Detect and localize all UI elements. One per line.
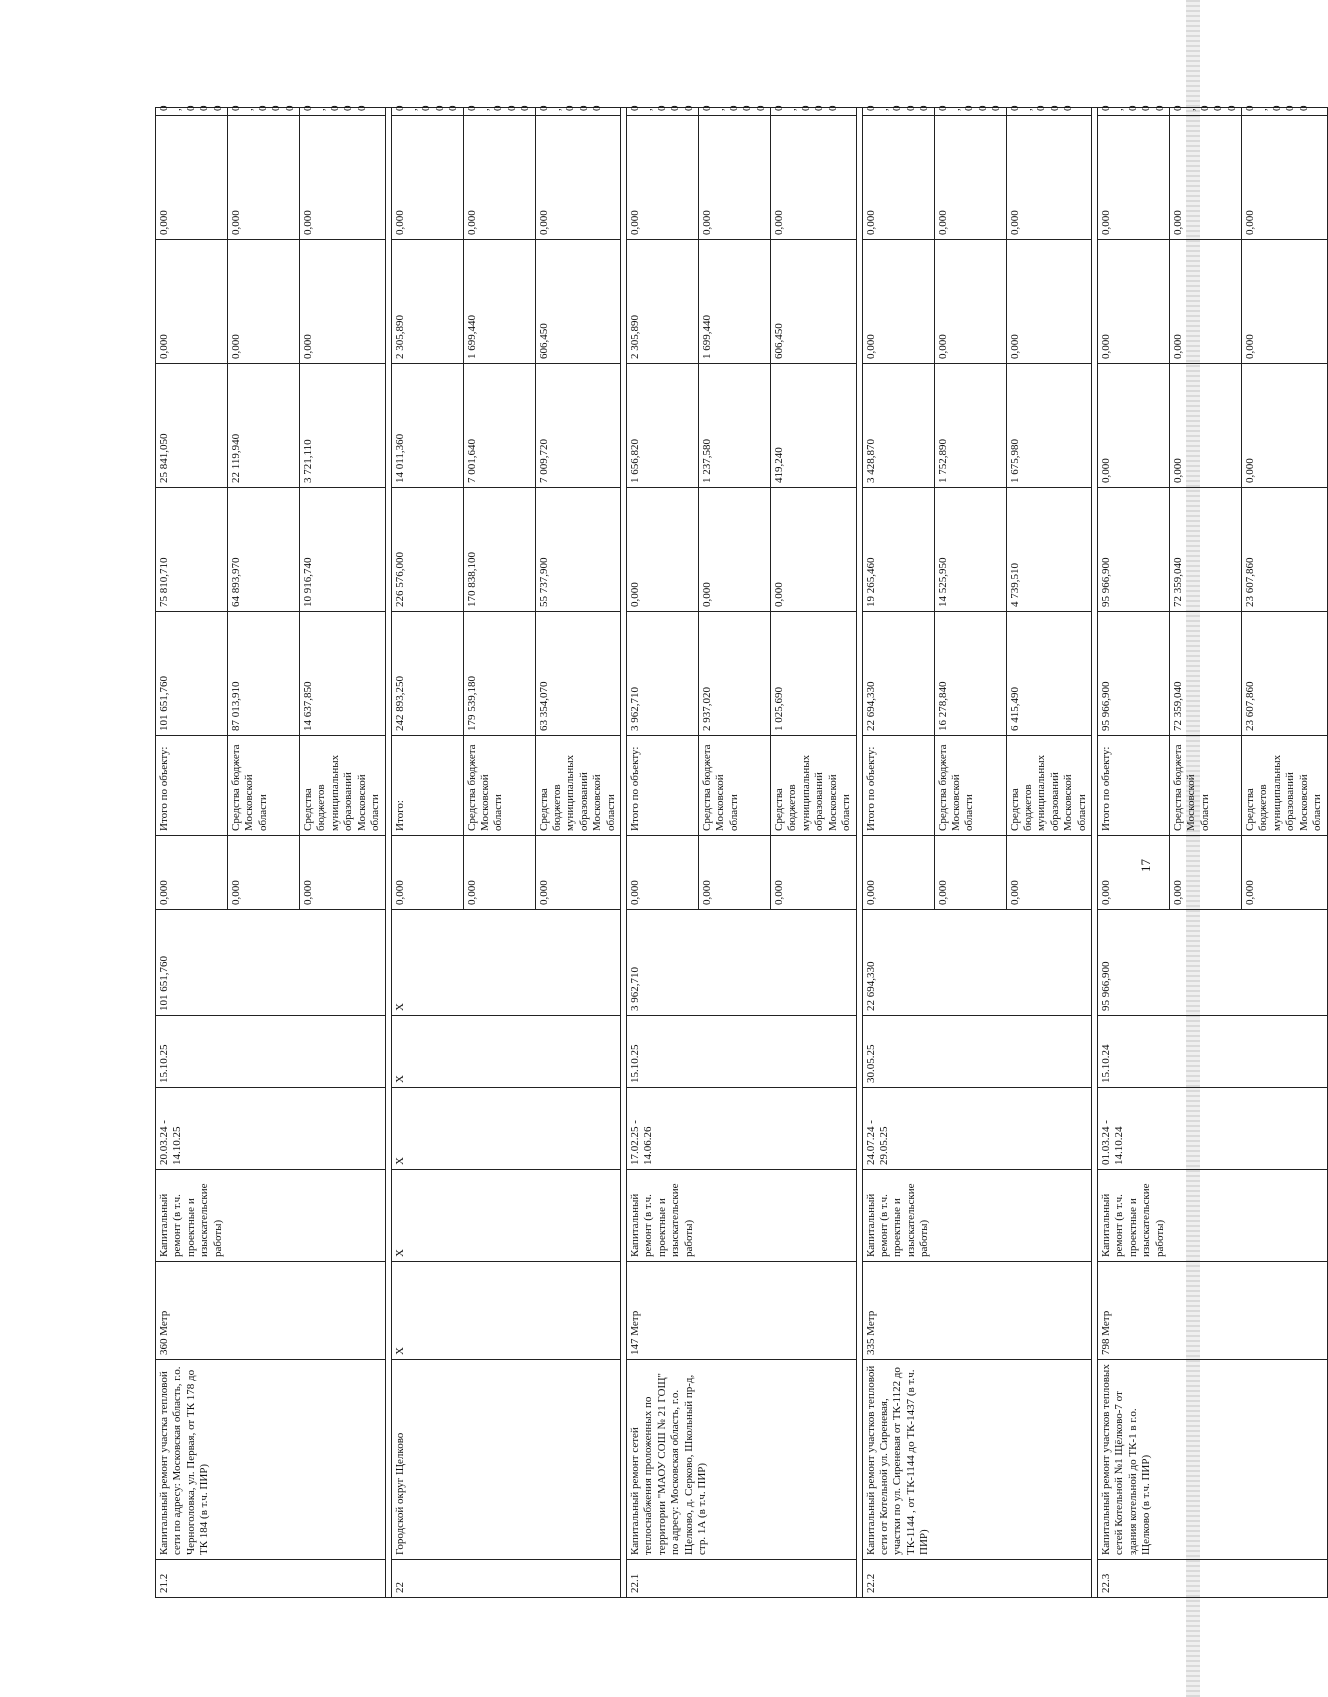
object-name-cell: Капитальный ремонт сетей теплоснабжения проложенных по территории "МАОУ СОШ № 21 ГОЩ" по адресу: Московская область, г.о. Щелково, д. Серково, Школьный пр-д, стр. 1А (в т.ч. ПИР) [627, 1360, 857, 1560]
amount-cell: 0,000 [1098, 108, 1170, 116]
amount-cell: 0,000 [1170, 108, 1242, 116]
amount-cell: 87 013,910 [228, 612, 300, 736]
amount-cell: 170 838,100 [463, 488, 535, 612]
amount-cell: 0,000 [1170, 364, 1242, 488]
work-type-cell: Капитальный ремонт (в т.ч. проектные и изыскательские работы) [1098, 1170, 1328, 1262]
funding-source-cell: Средства бюджета Московской области [1170, 736, 1242, 836]
amount-cell: 3 428,870 [862, 364, 934, 488]
funding-source-cell: Средства бюджетов муниципальных образований Московской области [300, 736, 385, 836]
amount-cell: 95 966,900 [1098, 488, 1170, 612]
amount-cell: 0,000 [934, 108, 1006, 116]
estimated-cost-cell: X [391, 910, 621, 1016]
row-number-cell: 21.2 [156, 1560, 386, 1598]
commissioning-date-cell: 15.10.25 [627, 1016, 857, 1088]
amount-cell: 23 607,860 [1242, 488, 1327, 612]
amount-cell: 0,000 [463, 116, 535, 240]
amount-cell: 242 893,250 [391, 612, 463, 736]
amount-cell: 95 966,900 [1098, 612, 1170, 736]
commissioning-date-cell: 15.10.24 [1098, 1016, 1328, 1088]
amount-cell: 0,000 [1242, 364, 1327, 488]
funding-source-cell: Итого по объекту: [1098, 736, 1170, 836]
amount-cell: 1 656,820 [627, 364, 699, 488]
amount-cell: 2 937,020 [699, 612, 771, 736]
amount-cell: 0,000 [862, 116, 934, 240]
estimated-cost-cell: 3 962,710 [627, 910, 857, 1016]
amount-cell: 0,000 [1170, 240, 1242, 364]
amount-cell: 16 278,840 [934, 612, 1006, 736]
object-name-cell: Городской округ Щелково [391, 1360, 621, 1560]
amount-cell: 0,000 [934, 116, 1006, 240]
amount-cell: 0,000 [699, 116, 771, 240]
financed-before-cell: 0,000 [1170, 836, 1242, 910]
amount-cell: 0,000 [156, 108, 228, 116]
amount-cell: 0,000 [1170, 116, 1242, 240]
amount-cell: 1 025,690 [771, 612, 856, 736]
amount-cell: 0,000 [627, 488, 699, 612]
amount-cell: 72 359,040 [1170, 488, 1242, 612]
amount-cell: 0,000 [627, 116, 699, 240]
amount-cell: 226 576,000 [391, 488, 463, 612]
amount-cell: 63 354,070 [535, 612, 620, 736]
financed-before-cell: 0,000 [156, 836, 228, 910]
financed-before-cell: 0,000 [934, 836, 1006, 910]
amount-cell: 0,000 [228, 240, 300, 364]
row-number-cell: 22.2 [862, 1560, 1092, 1598]
amount-cell: 0,000 [1242, 108, 1327, 116]
amount-cell: 0,000 [156, 116, 228, 240]
length-cell: 335 Метр [862, 1262, 1092, 1360]
financed-before-cell: 0,000 [627, 836, 699, 910]
amount-cell: 0,000 [156, 240, 228, 364]
amount-cell: 0,000 [1098, 240, 1170, 364]
amount-cell: 14 525,950 [934, 488, 1006, 612]
amount-cell: 101 651,760 [156, 612, 228, 736]
work-type-cell: Капитальный ремонт (в т.ч. проектные и изыскательские работы) [862, 1170, 1092, 1262]
financed-before-cell: 0,000 [228, 836, 300, 910]
amount-cell: 606,450 [771, 240, 856, 364]
amount-cell: 3 962,710 [627, 612, 699, 736]
financed-before-cell: 0,000 [535, 836, 620, 910]
financed-before-cell: 0,000 [1242, 836, 1327, 910]
amount-cell: 0,000 [1006, 116, 1091, 240]
amount-cell: 1 752,890 [934, 364, 1006, 488]
amount-cell: 0,000 [627, 108, 699, 116]
amount-cell: 22 119,940 [228, 364, 300, 488]
commissioning-date-cell: 15.10.25 [156, 1016, 386, 1088]
amount-cell: 1 699,440 [699, 240, 771, 364]
table-row [862, 108, 934, 1598]
amount-cell: 1 675,980 [1006, 364, 1091, 488]
financed-before-cell: 0,000 [699, 836, 771, 910]
work-type-cell: Капитальный ремонт (в т.ч. проектные и изыскательские работы) [156, 1170, 386, 1262]
amount-cell: 0,000 [1098, 364, 1170, 488]
commissioning-date-cell: 30.05.25 [862, 1016, 1092, 1088]
row-number-cell: 22.3 [1098, 1560, 1328, 1598]
amount-cell: 0,000 [1242, 240, 1327, 364]
amount-cell: 0,000 [228, 116, 300, 240]
amount-cell: 0,000 [300, 116, 385, 240]
amount-cell: 0,000 [771, 108, 856, 116]
work-period-cell: 17.02.25 - 14.06.26 [627, 1088, 857, 1170]
amount-cell: 0,000 [771, 116, 856, 240]
amount-cell: 0,000 [699, 108, 771, 116]
amount-cell: 0,000 [391, 116, 463, 240]
amount-cell: 0,000 [1006, 240, 1091, 364]
estimated-cost-cell: 95 966,900 [1098, 910, 1328, 1016]
financed-before-cell: 0,000 [1098, 836, 1170, 910]
amount-cell: 2 305,890 [391, 240, 463, 364]
amount-cell: 6 415,490 [1006, 612, 1091, 736]
funding-source-cell: Средства бюджетов муниципальных образований Московской области [771, 736, 856, 836]
amount-cell: 1 237,580 [699, 364, 771, 488]
estimated-cost-cell: 22 694,330 [862, 910, 1092, 1016]
amount-cell: 19 265,460 [862, 488, 934, 612]
amount-cell: 0,000 [1006, 108, 1091, 116]
work-period-cell: 01.03.24 - 14.10.24 [1098, 1088, 1328, 1170]
row-number-cell: 22.1 [627, 1560, 857, 1598]
amount-cell: 0,000 [535, 108, 620, 116]
length-cell: 360 Метр [156, 1262, 386, 1360]
length-cell: X [391, 1262, 621, 1360]
financed-before-cell: 0,000 [862, 836, 934, 910]
funding-source-cell: Средства бюджетов муниципальных образований Московской области [535, 736, 620, 836]
funding-source-cell: Итого: [391, 736, 463, 836]
table-row [627, 108, 699, 1598]
work-period-cell: X [391, 1088, 621, 1170]
funding-source-cell: Средства бюджетов муниципальных образований Московской области [1242, 736, 1327, 836]
amount-cell: 0,000 [934, 240, 1006, 364]
funding-source-cell: Средства бюджета Московской области [699, 736, 771, 836]
amount-cell: 4 739,510 [1006, 488, 1091, 612]
object-name-cell: Капитальный ремонт участков тепловых сетей Котельной №1 Щёлково-7 от здания котельной до ТК-1 в г.о. Щелково (в т.ч. ПИР) [1098, 1360, 1328, 1560]
estimated-cost-cell: 101 651,760 [156, 910, 386, 1016]
financed-before-cell: 0,000 [1006, 836, 1091, 910]
amount-cell: 0,000 [391, 108, 463, 116]
work-type-cell: Капитальный ремонт (в т.ч. проектные и изыскательские работы) [627, 1170, 857, 1262]
object-name-cell: Капитальный ремонт участка тепловой сети по адресу: Московская область, г.о. Черноголовка, ул. Первая, от ТК 178 до ТК 184 (в т.ч. ПИР) [156, 1360, 386, 1560]
amount-cell: 64 893,970 [228, 488, 300, 612]
financed-before-cell: 0,000 [391, 836, 463, 910]
rotated-table-sheet [155, 105, 1324, 1598]
work-period-cell: 20.03.24 - 14.10.25 [156, 1088, 386, 1170]
financed-before-cell: 0,000 [771, 836, 856, 910]
amount-cell: 75 810,710 [156, 488, 228, 612]
amount-cell: 0,000 [300, 108, 385, 116]
amount-cell: 0,000 [463, 108, 535, 116]
work-period-cell: 24.07.24 - 29.05.25 [862, 1088, 1092, 1170]
commissioning-date-cell: X [391, 1016, 621, 1088]
amount-cell: 0,000 [771, 488, 856, 612]
amount-cell: 3 721,110 [300, 364, 385, 488]
amount-cell: 7 001,640 [463, 364, 535, 488]
amount-cell: 7 009,720 [535, 364, 620, 488]
amount-cell: 0,000 [699, 488, 771, 612]
amount-cell: 0,000 [228, 108, 300, 116]
funding-source-cell: Итого по объекту: [627, 736, 699, 836]
page-number: 17 [1138, 859, 1153, 872]
funding-source-cell: Итого по объекту: [862, 736, 934, 836]
amount-cell: 25 841,050 [156, 364, 228, 488]
funding-source-cell: Итого по объекту: [156, 736, 228, 836]
amount-cell: 14 011,360 [391, 364, 463, 488]
length-cell: 798 Метр [1098, 1262, 1328, 1360]
objects-table [155, 107, 1328, 1598]
amount-cell: 0,000 [862, 240, 934, 364]
amount-cell: 419,240 [771, 364, 856, 488]
funding-source-cell: Средства бюджета Московской области [228, 736, 300, 836]
table-row [391, 108, 463, 1598]
amount-cell: 0,000 [1098, 116, 1170, 240]
financed-before-cell: 0,000 [300, 836, 385, 910]
financed-before-cell: 0,000 [463, 836, 535, 910]
amount-cell: 0,000 [300, 240, 385, 364]
amount-cell: 0,000 [1242, 116, 1327, 240]
amount-cell: 606,450 [535, 240, 620, 364]
work-type-cell: X [391, 1170, 621, 1262]
funding-source-cell: Средства бюджетов муниципальных образований Московской области [1006, 736, 1091, 836]
table-row [1098, 108, 1170, 1598]
amount-cell: 14 637,850 [300, 612, 385, 736]
object-name-cell: Капитальный ремонт участков тепловой сети от Котельной ул. Сиреневая, участки по ул. Сиреневая от ТК-1122 до ТК-1144 , от ТК-1144 до ТК-1437 (в т.ч. ПИР) [862, 1360, 1092, 1560]
funding-source-cell: Средства бюджета Московской области [463, 736, 535, 836]
amount-cell: 179 539,180 [463, 612, 535, 736]
amount-cell: 1 699,440 [463, 240, 535, 364]
amount-cell: 55 737,900 [535, 488, 620, 612]
amount-cell: 10 916,740 [300, 488, 385, 612]
table-row [156, 108, 228, 1598]
amount-cell: 0,000 [535, 116, 620, 240]
amount-cell: 0,000 [862, 108, 934, 116]
row-number-cell: 22 [391, 1560, 621, 1598]
length-cell: 147 Метр [627, 1262, 857, 1360]
funding-source-cell: Средства бюджета Московской области [934, 736, 1006, 836]
amount-cell: 23 607,860 [1242, 612, 1327, 736]
amount-cell: 22 694,330 [862, 612, 934, 736]
amount-cell: 72 359,040 [1170, 612, 1242, 736]
amount-cell: 2 305,890 [627, 240, 699, 364]
